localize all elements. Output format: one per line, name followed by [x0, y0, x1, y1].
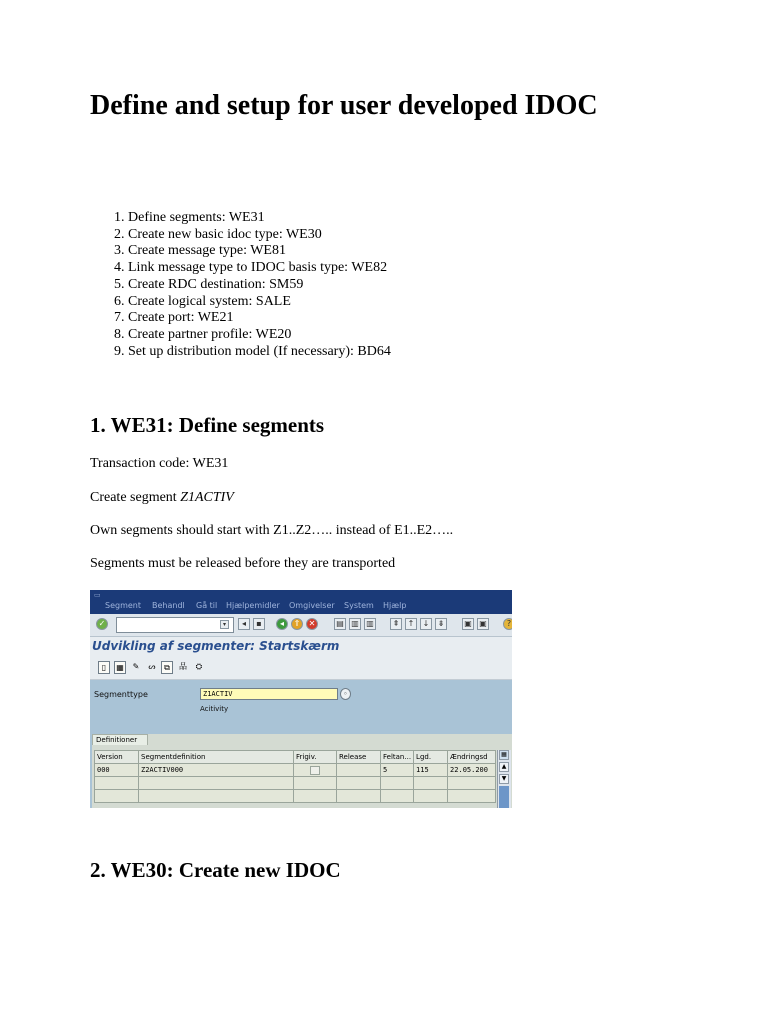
menu-item-hjaelp[interactable]: Hjælp [383, 601, 407, 610]
document-title: Define and setup for user developed IDOC [90, 90, 598, 121]
enter-icon[interactable]: ✓ [96, 618, 108, 630]
menu-item-segment[interactable]: Segment [105, 601, 141, 610]
cancel-icon[interactable]: ✕ [306, 618, 318, 630]
scroll-down-icon[interactable]: ▼ [499, 774, 509, 784]
table-header-row [95, 751, 496, 764]
cell-frigiv [294, 764, 337, 777]
table-row[interactable] [95, 764, 496, 777]
step-item: 5. Create RDC destination: SM59 [128, 277, 391, 294]
section1-heading: 1. WE31: Define segments [90, 413, 325, 437]
sap-menubar [90, 590, 512, 614]
save-icon[interactable]: ▪ [253, 618, 265, 630]
steps-list [90, 210, 391, 360]
where-used-icon[interactable]: 品 [179, 662, 187, 671]
step-item: 7. Create port: WE21 [128, 310, 391, 327]
release-note-text: Segments must be released before they are transported [90, 556, 396, 571]
col-lgd[interactable]: Lgd. [414, 751, 448, 764]
menu-item-system[interactable]: System [344, 601, 374, 610]
col-version[interactable]: Version [95, 751, 139, 764]
first-page-icon[interactable]: ⇞ [390, 618, 402, 630]
cell-changed: 22.05.200 [448, 764, 496, 777]
column-settings-icon[interactable]: ▦ [499, 750, 509, 760]
scroll-up-icon[interactable]: ▲ [499, 762, 509, 772]
new-session-icon[interactable]: ▣ [462, 618, 474, 630]
released-checkbox[interactable] [310, 766, 320, 775]
print-icon[interactable]: ▤ [334, 618, 346, 630]
step-item: 2. Create new basic idoc type: WE30 [128, 227, 391, 244]
step-item: 8. Create partner profile: WE20 [128, 327, 391, 344]
col-feltan[interactable]: Feltan... [381, 751, 414, 764]
section2-heading: 2. WE30: Create new IDOC [90, 858, 341, 882]
cell-version: 000 [95, 764, 139, 777]
sap-screenshot [90, 590, 512, 808]
step-item: 6. Create logical system: SALE [128, 294, 391, 311]
display-icon[interactable]: ▦ [114, 661, 126, 674]
next-page-icon[interactable]: ↓ [420, 618, 432, 630]
definitions-table [94, 750, 496, 803]
cell-release [337, 764, 381, 777]
segmenttype-input[interactable]: Z1ACTIV [200, 688, 338, 700]
change-pencil-icon[interactable]: ✎ [132, 662, 140, 671]
step-item: 3. Create message type: WE81 [128, 243, 391, 260]
segmenttype-label: Segmenttype [94, 690, 148, 699]
value-help-icon[interactable]: ◦ [340, 688, 351, 700]
col-segmentdefinition[interactable]: Segmentdefinition [139, 751, 294, 764]
menu-item-ga-til[interactable]: Gå til [196, 601, 218, 610]
copy-object-icon[interactable]: ⧉ [161, 661, 173, 674]
col-release[interactable]: Release [337, 751, 381, 764]
table-row [95, 790, 496, 803]
sap-system-toolbar [90, 614, 512, 637]
sap-title-bar [90, 637, 512, 657]
sap-application-toolbar [90, 657, 512, 680]
menu-item-omgivelser[interactable]: Omgivelser [289, 601, 335, 610]
previous-page-icon[interactable]: ↑ [405, 618, 417, 630]
copy-icon[interactable]: ᔕ [148, 662, 156, 671]
last-page-icon[interactable]: ⇟ [435, 618, 447, 630]
cell-definition: Z2ACTIV000 [139, 764, 294, 777]
step-item: 1. Define segments: WE31 [128, 210, 391, 227]
help-icon[interactable]: ? [503, 618, 512, 630]
other-object-icon[interactable]: ⛭ [195, 662, 203, 671]
segment-description: Acitivity [200, 705, 229, 713]
own-segments-text: Own segments should start with Z1..Z2….. instead of E1..E2….. [90, 523, 454, 538]
menu-item-hjaelpemidler[interactable]: Hjælpemidler [226, 601, 280, 610]
tab-definitioner[interactable]: Definitioner [92, 734, 148, 745]
scroll-thumb[interactable] [499, 786, 509, 808]
exit-icon[interactable]: ⇑ [291, 618, 303, 630]
col-aendringsd[interactable]: Ændringsd [448, 751, 496, 764]
segment-name: Z1ACTIV [180, 490, 234, 505]
find-icon[interactable]: ▥ [349, 618, 361, 630]
back-icon[interactable]: ◂ [276, 618, 288, 630]
table-row [95, 777, 496, 790]
find-next-icon[interactable]: ▥ [364, 618, 376, 630]
table-scrollbar[interactable] [497, 750, 511, 808]
sap-window-icon: ▭ [94, 591, 101, 599]
step-item: 9. Set up distribution model (If necessary): BD64 [128, 344, 391, 361]
col-frigiv[interactable]: Frigiv. [294, 751, 337, 764]
screen-title: Udvikling af segmenter: Startskærm [92, 639, 340, 653]
cell-fields: 5 [381, 764, 414, 777]
transaction-code-text: Transaction code: WE31 [90, 456, 229, 471]
cell-length: 115 [414, 764, 448, 777]
shortcut-icon[interactable]: ▣ [477, 618, 489, 630]
create-segment-text [90, 490, 234, 506]
create-icon[interactable]: ▯ [98, 661, 110, 674]
command-dropdown-icon[interactable]: ▾ [220, 620, 229, 629]
menu-item-behandl[interactable]: Behandl [152, 601, 185, 610]
step-item: 4. Link message type to IDOC basis type: WE82 [128, 260, 391, 277]
command-field[interactable] [116, 617, 234, 633]
back-arrow-icon[interactable]: ◂ [238, 618, 250, 630]
create-segment-prefix: Create segment [90, 490, 181, 505]
